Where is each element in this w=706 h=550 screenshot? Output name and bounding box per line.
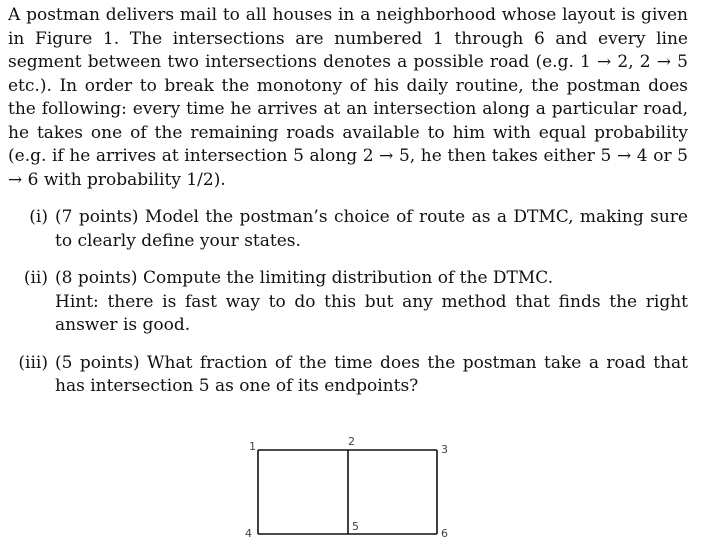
node-label-4: 4 bbox=[245, 527, 252, 540]
node-label-3: 3 bbox=[441, 443, 448, 456]
part-text: (7 points) Model the postman’s choice of route as a DTMC, making sure to clearly define your states. bbox=[55, 207, 688, 251]
node-label-2: 2 bbox=[348, 435, 355, 448]
part-label: (iii) bbox=[18, 352, 48, 373]
part-ii bbox=[8, 267, 688, 338]
neighborhood-figure bbox=[236, 430, 456, 548]
node-label-5: 5 bbox=[352, 520, 359, 533]
part-hint: Hint: there is fast way to do this but any method that finds the right answer is good. bbox=[55, 291, 688, 335]
node-label-1: 1 bbox=[249, 440, 256, 453]
node-label-6: 6 bbox=[441, 527, 448, 540]
part-text: (8 points) Compute the limiting distribution of the DTMC. bbox=[55, 268, 554, 288]
part-text: (5 points) What fraction of the time does the postman take a road that has intersection 5 as one of its endpoints? bbox=[55, 352, 688, 396]
part-i bbox=[8, 206, 688, 253]
part-label: (i) bbox=[29, 207, 48, 227]
part-iii bbox=[8, 352, 688, 399]
problem-parts bbox=[8, 206, 688, 399]
problem-intro: A postman delivers mail to all houses in a neighborhood whose layout is given in Figure 1. The intersections are numbered 1 through 6 and every line segment between two intersections denotes a possible road (e.g. 1 → 2, 2 → 5 etc.). In order to break the monotony of his daily routine, the postman does the following: every time he arrives at an intersection along a particular road, he takes one of the remaining roads available to him with equal probability (e.g. if he arrives at intersection 5 along 2 → 5, he then takes either 5 → 4 or 5 → 6 with probability 1/2). bbox=[8, 5, 688, 190]
part-label: (ii) bbox=[23, 268, 48, 288]
problem-document bbox=[8, 4, 688, 413]
